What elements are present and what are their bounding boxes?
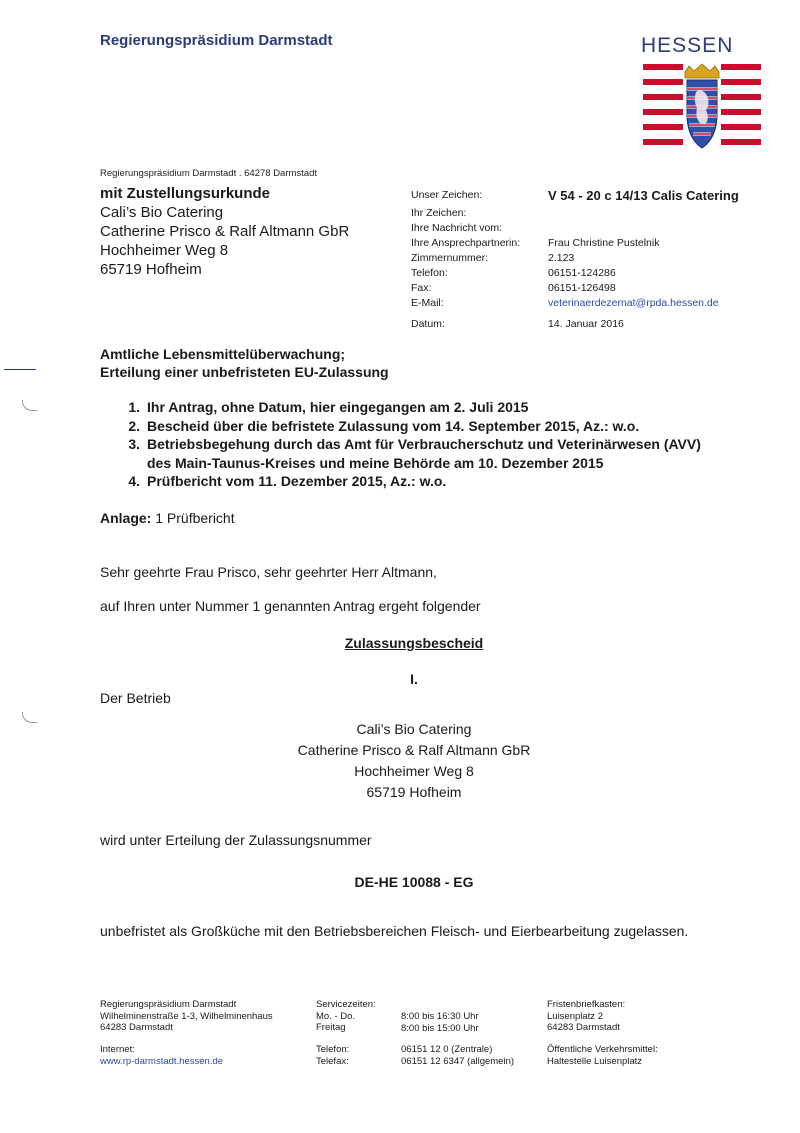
- recipient-line: Catherine Prisco & Ralf Altmann GbR: [100, 223, 350, 240]
- recipient-address: [100, 184, 349, 279]
- footer-line: Mo. - Do.: [316, 1010, 356, 1022]
- reference-text: [147, 435, 747, 472]
- attachment-text: 1 Prüfbericht: [151, 510, 235, 526]
- footer-line: 64283 Darmstadt: [100, 1022, 173, 1033]
- meta-row-fax: [411, 281, 739, 296]
- reference-number: 1.: [128, 399, 140, 415]
- subject-line: Amtliche Lebensmittelüberwachung;: [100, 346, 346, 362]
- meta-label: Datum:: [411, 318, 445, 330]
- footer-line: Fristenbriefkasten:: [547, 999, 626, 1010]
- website-link[interactable]: www.rp-darmstadt.hessen.de: [100, 1055, 224, 1067]
- recipient-line: Hochheimer Weg 8: [100, 242, 229, 259]
- reference-item: [100, 435, 747, 472]
- reference-item: [100, 472, 747, 491]
- footer-line: 64283 Darmstadt: [547, 1022, 620, 1033]
- reference-text: [147, 472, 747, 491]
- permit-intro: wird unter Erteilung der Zulassungsnummer: [100, 832, 372, 848]
- reference-text: [147, 417, 747, 436]
- recipient-line: Cali’s Bio Catering: [100, 204, 224, 221]
- meta-row-nachricht: [411, 221, 739, 236]
- business-address-line: Cali’s Bio Catering: [356, 721, 472, 737]
- reference-item: [100, 398, 747, 417]
- email-link[interactable]: veterinaerdezernat@rpda.hessen.de: [548, 297, 719, 309]
- subject-line: Erteilung einer unbefristeten EU-Zulassung: [100, 364, 389, 380]
- footer-line: Servicezeiten:: [316, 999, 376, 1010]
- footer-line: Wilhelminenstraße 1-3, Wilhelminenhaus: [100, 1010, 273, 1022]
- reference-line: Betriebsbegehung durch das Amt für Verbraucherschutz und Veterinärwesen (AVV): [147, 436, 701, 452]
- reference-text: [147, 398, 747, 417]
- meta-row-ihr-zeichen: [411, 206, 739, 221]
- footer-line: Öffentliche Verkehrsmittel:: [547, 1044, 658, 1055]
- business-address-line: Hochheimer Weg 8: [354, 763, 474, 779]
- meta-label: Ihre Ansprechpartnerin:: [411, 237, 521, 249]
- footer-service-hours: [401, 1011, 479, 1034]
- reference-number: 2.: [128, 417, 140, 434]
- intro-sentence: auf Ihren unter Nummer 1 genannten Antrag ergeht folgender: [100, 598, 481, 614]
- meta-value: 2.123: [548, 252, 575, 264]
- meta-row-telefon: [411, 266, 739, 281]
- meta-row-ansprechpartnerin: [411, 236, 739, 251]
- meta-label: Ihre Nachricht vom:: [411, 222, 503, 234]
- meta-value: Frau Christine Pustelnik: [548, 237, 660, 249]
- footer-line: Haltestelle Luisenplatz: [547, 1055, 643, 1067]
- reference-number: 3.: [128, 436, 140, 452]
- meta-label: Fax:: [411, 282, 432, 294]
- attachment-label: Anlage:: [100, 510, 152, 526]
- business-address-line: 65719 Hofheim: [366, 784, 462, 800]
- footer-phone-values: [401, 1044, 514, 1067]
- meta-row-unser-zeichen: [411, 188, 739, 206]
- reference-list: [100, 398, 747, 491]
- salutation: Sehr geehrte Frau Prisco, sehr geehrter Herr Altmann,: [100, 564, 437, 580]
- sender-return-line: Regierungspräsidium Darmstadt . 64278 Darmstadt: [100, 168, 318, 179]
- meta-label: Telefon:: [411, 267, 448, 279]
- footer-line: Telefon:: [316, 1044, 350, 1055]
- business-address-line: Catherine Prisco & Ralf Altmann GbR: [297, 742, 531, 758]
- punch-mark: [22, 400, 37, 411]
- reference-line: Bescheid über die befristete Zulassung vom 14. September 2015, Az.: w.o.: [147, 417, 640, 434]
- footer-line: Luisenplatz 2: [547, 1010, 603, 1022]
- meta-value: 06151-126498: [548, 282, 616, 294]
- reference-line: Prüfbericht vom 11. Dezember 2015, Az.: w.o.: [147, 473, 447, 489]
- meta-label: Zimmernummer:: [411, 252, 489, 264]
- subject: [100, 345, 389, 381]
- section-number: I.: [410, 671, 418, 687]
- footer-service-labels: [316, 999, 376, 1034]
- meta-value: 06151-124286: [548, 267, 616, 279]
- footer-address: [100, 999, 273, 1034]
- footer-phone-labels: [316, 1044, 349, 1067]
- approval-number: DE-HE 10088 - EG: [354, 874, 474, 890]
- hessen-coat-of-arms-icon: [643, 62, 761, 152]
- footer-mailbox: [547, 999, 625, 1034]
- reference-line: Ihr Antrag, ohne Datum, hier eingegangen am 2. Juli 2015: [147, 399, 529, 415]
- footer-line: 06151 12 6347 (allgemein): [401, 1055, 515, 1067]
- meta-row-zimmer: [411, 251, 739, 266]
- business-address: [0, 719, 800, 803]
- footer-line: 06151 12 0 (Zentrale): [401, 1044, 493, 1055]
- authority-name: Regierungspräsidium Darmstadt: [100, 32, 333, 49]
- footer-line: 8:00 bis 15:00 Uhr: [401, 1022, 479, 1034]
- meta-label: Ihr Zeichen:: [411, 207, 467, 219]
- meta-value: V 54 - 20 c 14/13 Calis Catering: [548, 188, 739, 203]
- footer-line: Freitag: [316, 1022, 346, 1033]
- delivery-note: mit Zustellungsurkunde: [100, 185, 271, 202]
- fold-mark: [4, 369, 36, 370]
- recipient-line: 65719 Hofheim: [100, 261, 202, 278]
- meta-row-email: [411, 296, 739, 311]
- meta-label: Unser Zeichen:: [411, 189, 483, 201]
- attachment-note: [100, 510, 235, 526]
- footer-transit: [547, 1044, 658, 1067]
- reference-line: des Main-Taunus-Kreises und meine Behörde am 10. Dezember 2015: [147, 454, 604, 471]
- meta-value: 14. Januar 2016: [548, 318, 624, 330]
- footer-line: Regierungspräsidium Darmstadt: [100, 999, 237, 1010]
- reference-number: 4.: [128, 473, 140, 489]
- meta-row-datum: [411, 317, 739, 332]
- reference-item: [100, 417, 747, 436]
- footer-line: Internet:: [100, 1044, 135, 1055]
- footer-line: Telefax:: [316, 1055, 349, 1067]
- footer-line: 8:00 bis 16:30 Uhr: [401, 1011, 479, 1022]
- decision-text: unbefristet als Großküche mit den Betriebsbereichen Fleisch- und Eierbearbeitung zugelassen.: [100, 923, 689, 939]
- document-title: Zulassungsbescheid: [344, 635, 484, 651]
- footer-internet: [100, 1044, 223, 1067]
- state-wordmark: HESSEN: [641, 34, 734, 57]
- meta-label: E-Mail:: [411, 297, 444, 309]
- reference-info-block: [411, 188, 739, 332]
- betrieb-label: Der Betrieb: [100, 690, 171, 706]
